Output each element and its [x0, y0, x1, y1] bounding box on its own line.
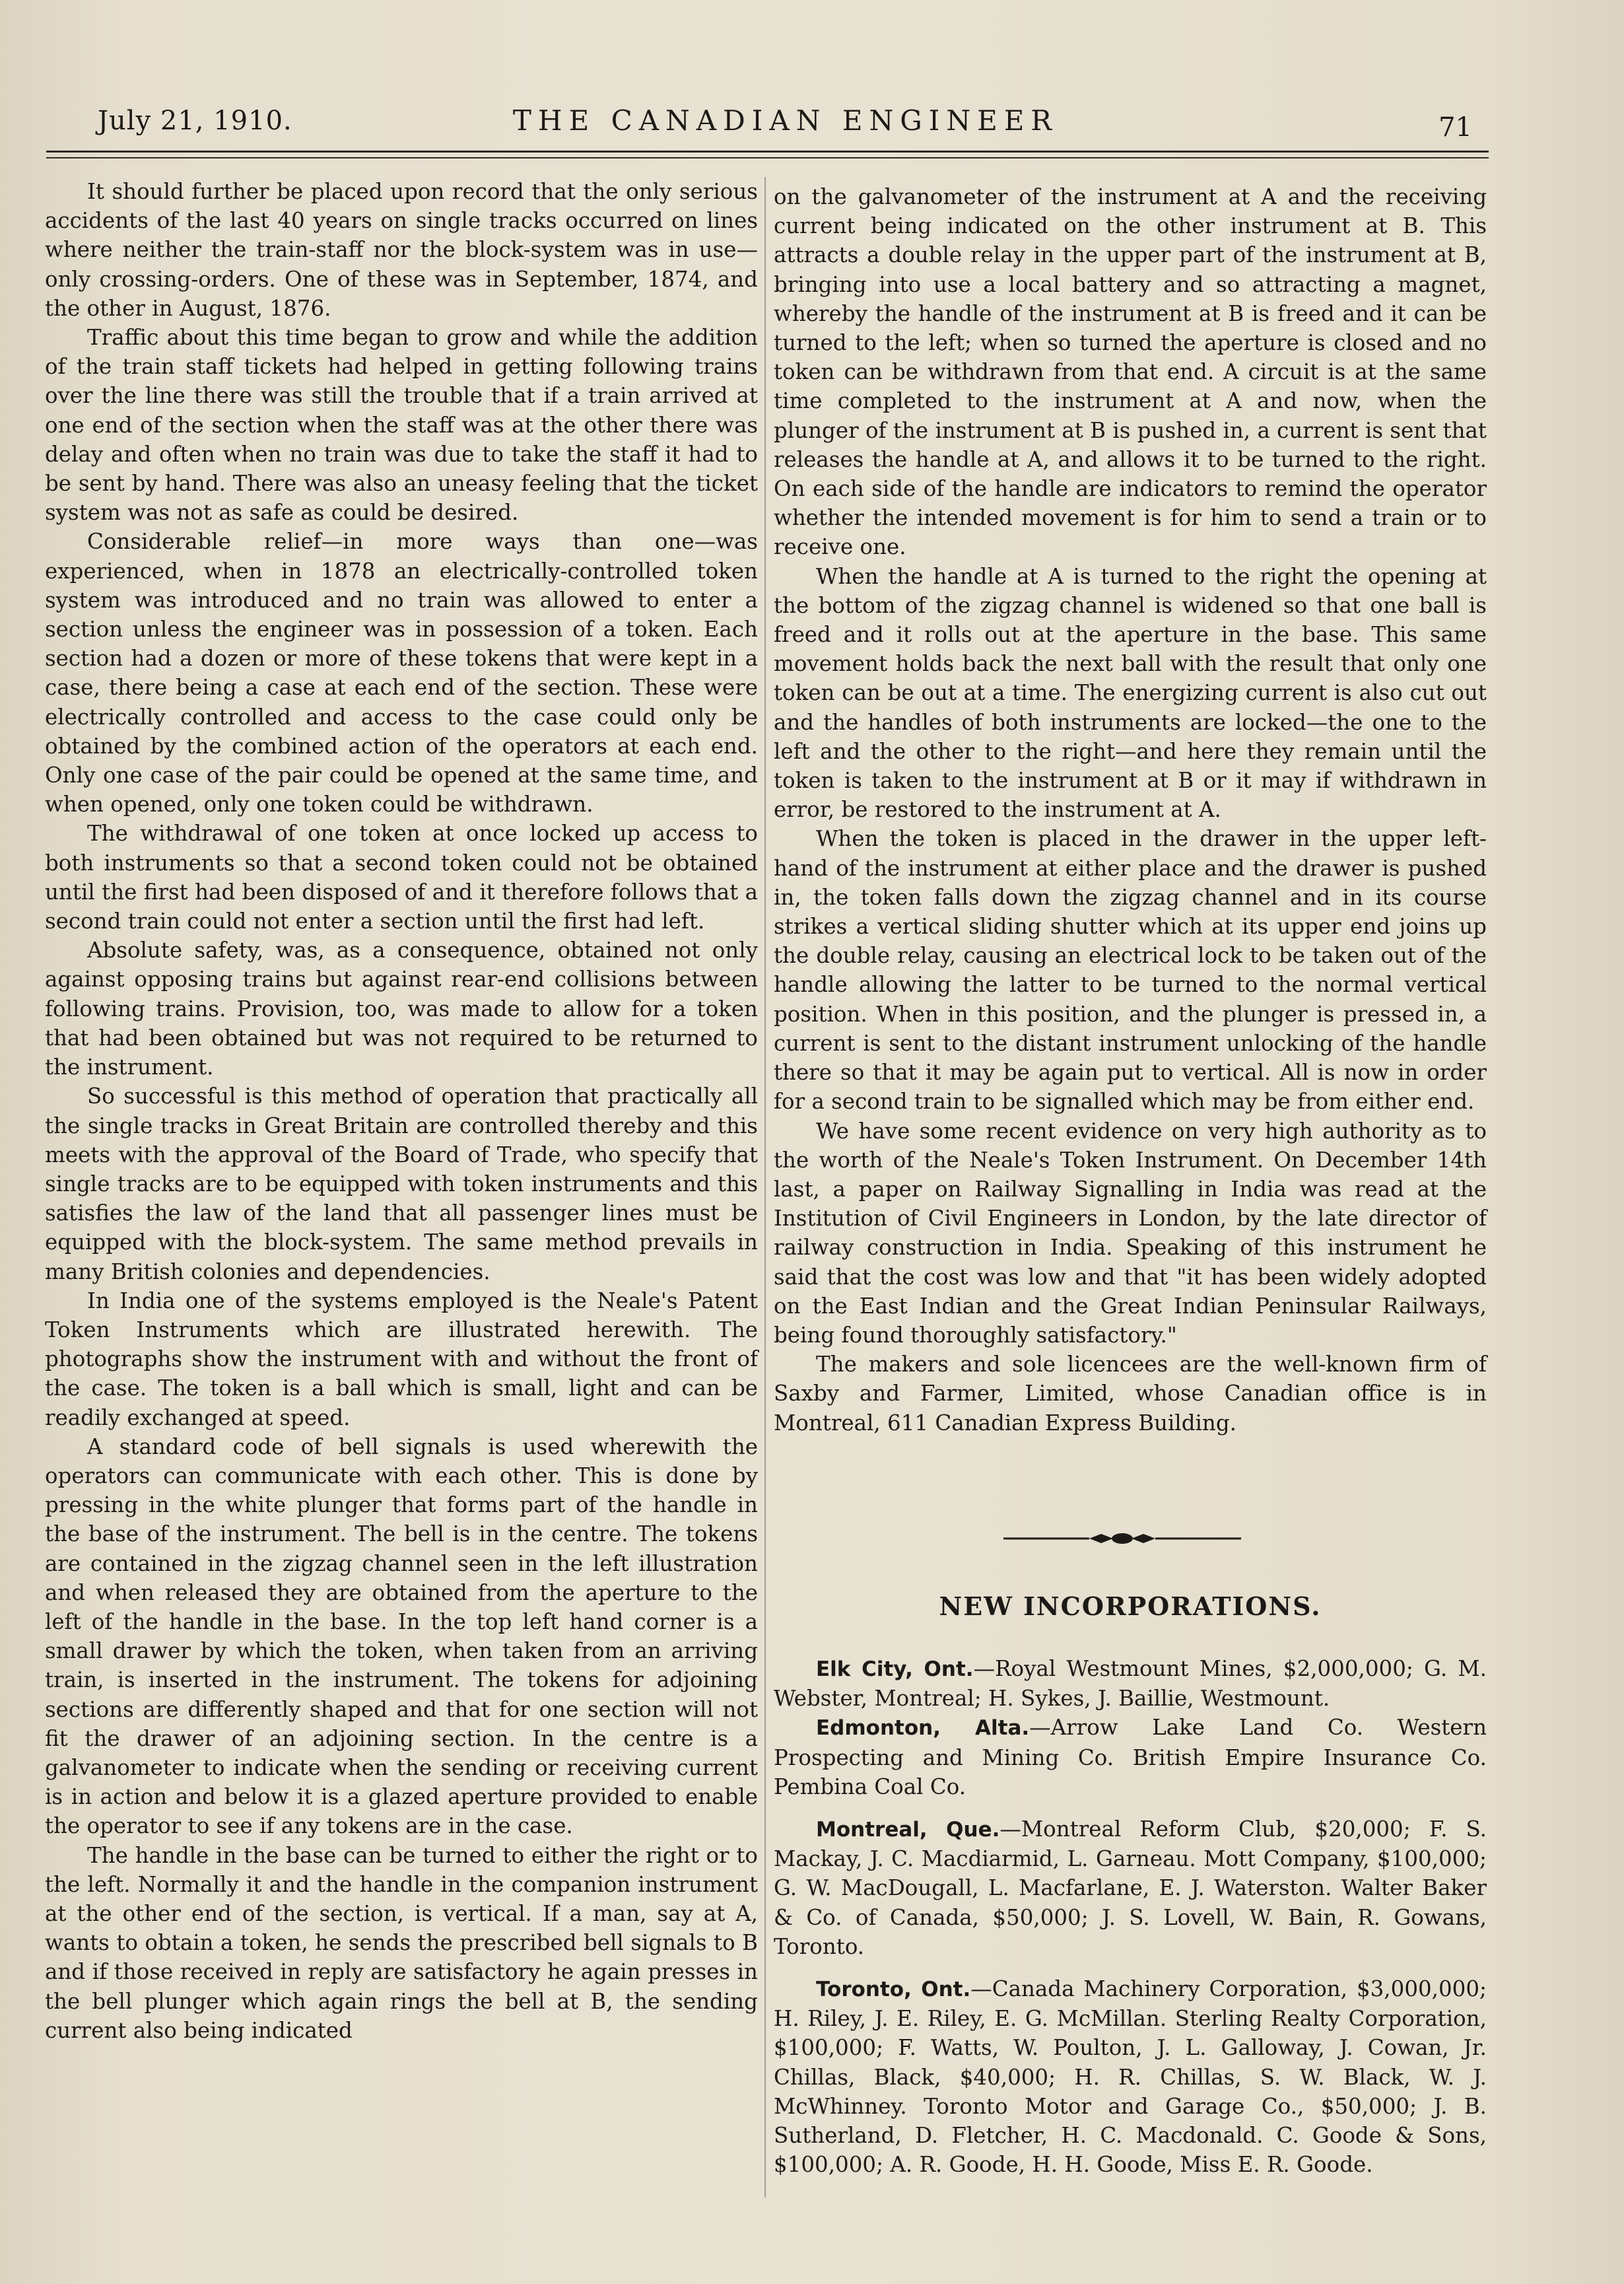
paragraph: In India one of the systems employed is the Neale's Patent Token Instruments which are illustrated herewith. The photographs show the instrument with and without the front of the case. The token is a ball which is small, light and can be readily exchanged at speed.: [45, 1288, 758, 1430]
paragraph: So successful is this method of operation that practically all the single tracks in Great Britain are controlled thereby and this meets with the approval of the Board of Trade, who specify that single tracks are to be equipped with token instruments and this satisfies the law of the land that all passenger lines must be equipped with the block-system. The same method prevails in many British colonies and dependencies.: [45, 1084, 758, 1284]
list-item: [774, 1974, 1487, 2179]
issue-date: July 21, 1910.: [98, 106, 292, 136]
list-item: [774, 1713, 1487, 1801]
header-rule-bottom: [46, 157, 1489, 158]
column-divider: [764, 177, 766, 2197]
header-rule-top: [46, 151, 1489, 153]
page-number: 71: [1438, 112, 1472, 143]
incorporation-place: Elk City, Ont.: [816, 1657, 974, 1681]
masthead: THE CANADIAN ENGINEER: [512, 104, 1059, 137]
incorporation-details: —Montreal Reform Club, $20,000; F. S. Mackay, J. C. Macdiarmid, L. Garneau. Mott Company, $100,000; G. W. MacDougall, L. Macfarlane, E. J. Waterston. Walter Baker & Co. of Canada, $50,000; J. S. Lovell, W. Bain, R. Gowans, Toronto.: [774, 1817, 1487, 1959]
paragraph: Absolute safety, was, as a consequence, obtained not only against opposing trains but against rear-end collisions between following trains. Provision, too, was made to allow for a token that had been obtained but was not required to be returned to the instrument.: [45, 938, 758, 1080]
list-item: [774, 1815, 1487, 1961]
incorporation-details: —Royal Westmount Mines, $2,000,000; G. M. Webster, Montreal; H. Sykes, J. Baillie, Westmount.: [774, 1656, 1487, 1712]
paragraph: Traffic about this time began to grow and while the addition of the train staff tickets had helped in getting following trains over the line there was still the trouble that if a train arrived at one end of the section when the staff was at the other there was delay and often when no train was due to take the staff it had to be sent by hand. There was also an uneasy feeling that the ticket system was not as safe as could be desired.: [45, 325, 758, 526]
paragraph: Considerable relief—in more ways than one—was experienced, when in 1878 an electrically-controlled token system was introduced and no train was allowed to enter a section unless the engineer was in possession of a token. Each section had a dozen or more of these tokens that were kept in a case, there being a case at each end of the section. These were electrically controlled and access to the case could only be obtained by the combined action of the operators at each end. Only one case of the pair could be opened at the same time, and when opened, only one token could be withdrawn.: [45, 529, 758, 817]
paragraph: A standard code of bell signals is used wherewith the operators can communicate with each other. This is done by pressing in the white plunger that forms part of the handle in the base of the instrument. The bell is in the centre. The tokens are contained in the zigzag channel seen in the left illustration and when released they are obtained from the aperture to the left of the handle in the base. In the top left hand corner is a small drawer by which the token, when taken from an arriving train, is inserted in the instrument. The tokens for adjoining sections are differently shaped and that for one section will not fit the drawer of an adjoining section. In the centre is a galvanometer to indicate when the sending or receiving current is in action and below it is a glazed aperture provided to enable the operator to see if any tokens are in the case.: [45, 1434, 758, 1839]
incorporation-place: Toronto, Ont.: [816, 1978, 971, 2002]
paragraph: The makers and sole licencees are the well-known firm of Saxby and Farmer, Limited, whose Canadian office is in Montreal, 611 Canadian Express Building.: [774, 1352, 1487, 1436]
paragraph: We have some recent evidence on very high authority as to the worth of the Neale's Token Instrument. On December 14th last, a paper on Railway Signalling in India was read at the Institution of Civil Engineers in London, by the late director of railway construction in India. Speaking of this instrument he said that the cost was low and that "it has been widely adopted on the East Indian and the Great Indian Peninsular Railways, being found thoroughly satisfactory.": [774, 1118, 1487, 1348]
incorporation-place: Edmonton, Alta.: [816, 1716, 1030, 1741]
section-title: NEW INCORPORATIONS.: [939, 1591, 1322, 1621]
paragraph: on the galvanometer of the instrument at A and the receiving current being indicated on the other instrument at B. This attracts a double relay in the upper part of the instrument at B, bringing into use a local battery and so attracting a magnet, whereby the handle of the instrument at B is freed and it can be turned to the left; when so turned the aperture is closed and no token can be withdrawn from that end. A circuit is at the same time completed to the instrument at A and now, when the plunger of the instrument at B is pushed in, a current is sent that releases the handle at A, and allows it to be turned to the right. On each side of the handle are indicators to remind the operator whether the intended movement is for him to send a train or to receive one.: [774, 184, 1487, 560]
paragraph: When the handle at A is turned to the right the opening at the bottom of the zigzag channel is widened so that one ball is freed and it rolls out at the aperture in the base. This same movement holds back the next ball with the result that only one token can be out at a time. The energizing current is also cut out and the handles of both instruments are locked—the one to the left and the other to the right—and here they remain until the token is taken to the instrument at B or it may if withdrawn in error, be restored to the instrument at A.: [774, 563, 1487, 823]
left-column: [45, 177, 758, 2045]
incorporation-place: Montreal, Que.: [816, 1818, 1000, 1842]
section-ornament: [1003, 1531, 1241, 1546]
incorporation-details: —Canada Machinery Corporation, $3,000,000; H. Riley, J. E. Riley, E. G. McMillan. Sterling Realty Corporation, $100,000; F. Watts, W. Poulton, J. L. Galloway, J. Cowan, Jr. Chillas, Black, $40,000; H. R. Chillas, S. W. Black, W. J. McWhinney. Toronto Motor and Garage Co., $50,000; J. B. Sutherland, D. Fletcher, H. C. Macdonald. C. Goode & Sons, $100,000; A. R. Goode, H. H. Goode, Miss E. R. Goode.: [774, 1976, 1487, 2178]
page-header: [92, 99, 1479, 145]
paragraph: The handle in the base can be turned to either the right or to the left. Normally it and the handle in the companion instrument at the other end of the section, is vertical. If a man, say at A, wants to obtain a token, he sends the prescribed bell signals to B and if those received in reply are satisfactory he again presses in the bell plunger which again rings the bell at B, the sending current also being indicated: [45, 1842, 758, 2043]
paragraph: It should further be placed upon record that the only serious accidents of the last 40 years on single tracks occurred on lines where neither the train-staff nor the block-system was in use—only crossing-orders. One of these was in September, 1874, and the other in August, 1876.: [45, 179, 758, 321]
right-column: [774, 182, 1487, 1437]
list-item: [774, 1654, 1487, 1713]
incorporations-list: [774, 1654, 1487, 2192]
paragraph: The withdrawal of one token at once locked up access to both instruments so that a second token could not be obtained until the first had been disposed of and it therefore follows that a second train could not enter a section until the first had left.: [45, 821, 758, 934]
paragraph: When the token is placed in the drawer in the upper left-hand of the instrument at either place and the drawer is pushed in, the token falls down the zigzag channel and in its course strikes a vertical sliding shutter which at its upper end joins up the double relay, causing an electrical lock to be taken out of the handle allowing the latter to be turned to the normal vertical position. When in this position, and the plunger is pressed in, a current is sent to the distant instrument unlocking of the handle there so that it may be again put to vertical. All is now in order for a second train to be signalled which may be from either end.: [774, 826, 1487, 1115]
incorporation-details: —Arrow Lake Land Co. Western Prospecting and Mining Co. British Empire Insurance Co. Pembina Coal Co.: [774, 1715, 1487, 1799]
